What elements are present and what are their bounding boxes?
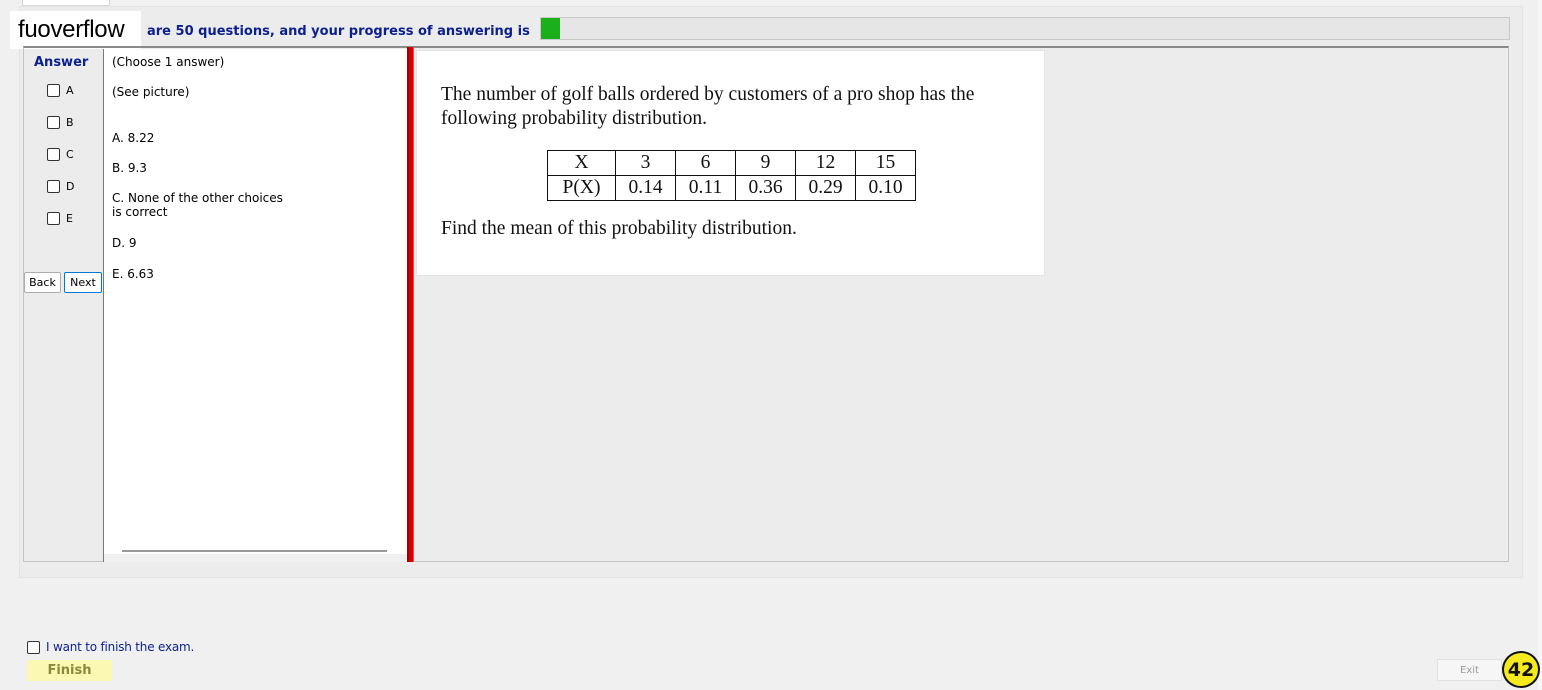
choice-b: B. 9.3 [112,161,147,175]
scrollbar-thumb[interactable] [122,550,387,552]
table-cell: 0.36 [736,176,796,201]
table-cell: 0.10 [856,176,916,201]
finish-exam-checkbox[interactable] [27,640,194,654]
table-cell: X [548,151,616,176]
finish-button[interactable]: Finish [27,660,112,681]
choice-e: E. 6.63 [112,267,154,281]
checkbox[interactable] [27,641,40,654]
question-picture [416,50,1045,276]
question-prompt: Find the mean of this probability distribution. [441,218,797,239]
answer-option-label: B [66,115,74,129]
next-button[interactable]: Next [64,272,102,293]
answer-option-label: E [66,211,73,225]
table-cell: 3 [616,151,676,176]
progress-bar [540,17,1510,40]
table-cell: 0.14 [616,176,676,201]
answer-option-label: C [66,147,74,161]
answer-option-b[interactable] [47,115,74,129]
table-cell: 12 [796,151,856,176]
answer-option-label: A [66,83,74,97]
answer-option-label: D [66,179,75,193]
brand-logo: fuoverflow [10,11,141,49]
table-row [548,151,916,176]
choices-panel[interactable] [103,49,407,562]
table-cell: 0.11 [676,176,736,201]
choice-d: D. 9 [112,236,137,250]
table-cell: 9 [736,151,796,176]
count-badge: 42 [1502,651,1540,688]
see-picture-note: (See picture) [112,85,190,99]
finish-exam-label: I want to finish the exam. [46,640,195,654]
choice-a: A. 8.22 [112,131,155,145]
table-cell: 15 [856,151,916,176]
answer-option-a[interactable] [47,83,74,97]
answer-heading: Answer [34,55,89,70]
table-row [548,176,916,201]
answer-option-d[interactable] [47,179,74,193]
table-cell: P(X) [548,176,616,201]
answer-option-c[interactable] [47,147,74,161]
progress-text: are 50 questions, and your progress of answering is [147,24,530,39]
progress-bar-fill [541,18,560,39]
checkbox[interactable] [47,148,60,161]
checkbox[interactable] [47,116,60,129]
table-cell: 0.29 [796,176,856,201]
panel-splitter[interactable] [407,47,414,562]
choose-instruction: (Choose 1 answer) [112,55,225,69]
choice-c: C. None of the other choices is correct [112,191,283,219]
back-button[interactable]: Back [24,272,61,293]
window-edge [1538,0,1542,690]
checkbox[interactable] [47,180,60,193]
checkbox[interactable] [47,212,60,225]
horizontal-scrollbar[interactable] [104,554,408,562]
checkbox[interactable] [47,84,60,97]
answer-option-e[interactable] [47,211,73,225]
question-text: The number of golf balls ordered by customers of a pro shop has the following probability distribution. [441,84,975,129]
probability-table [547,150,916,201]
table-cell: 6 [676,151,736,176]
exit-button[interactable]: Exit [1437,659,1502,681]
